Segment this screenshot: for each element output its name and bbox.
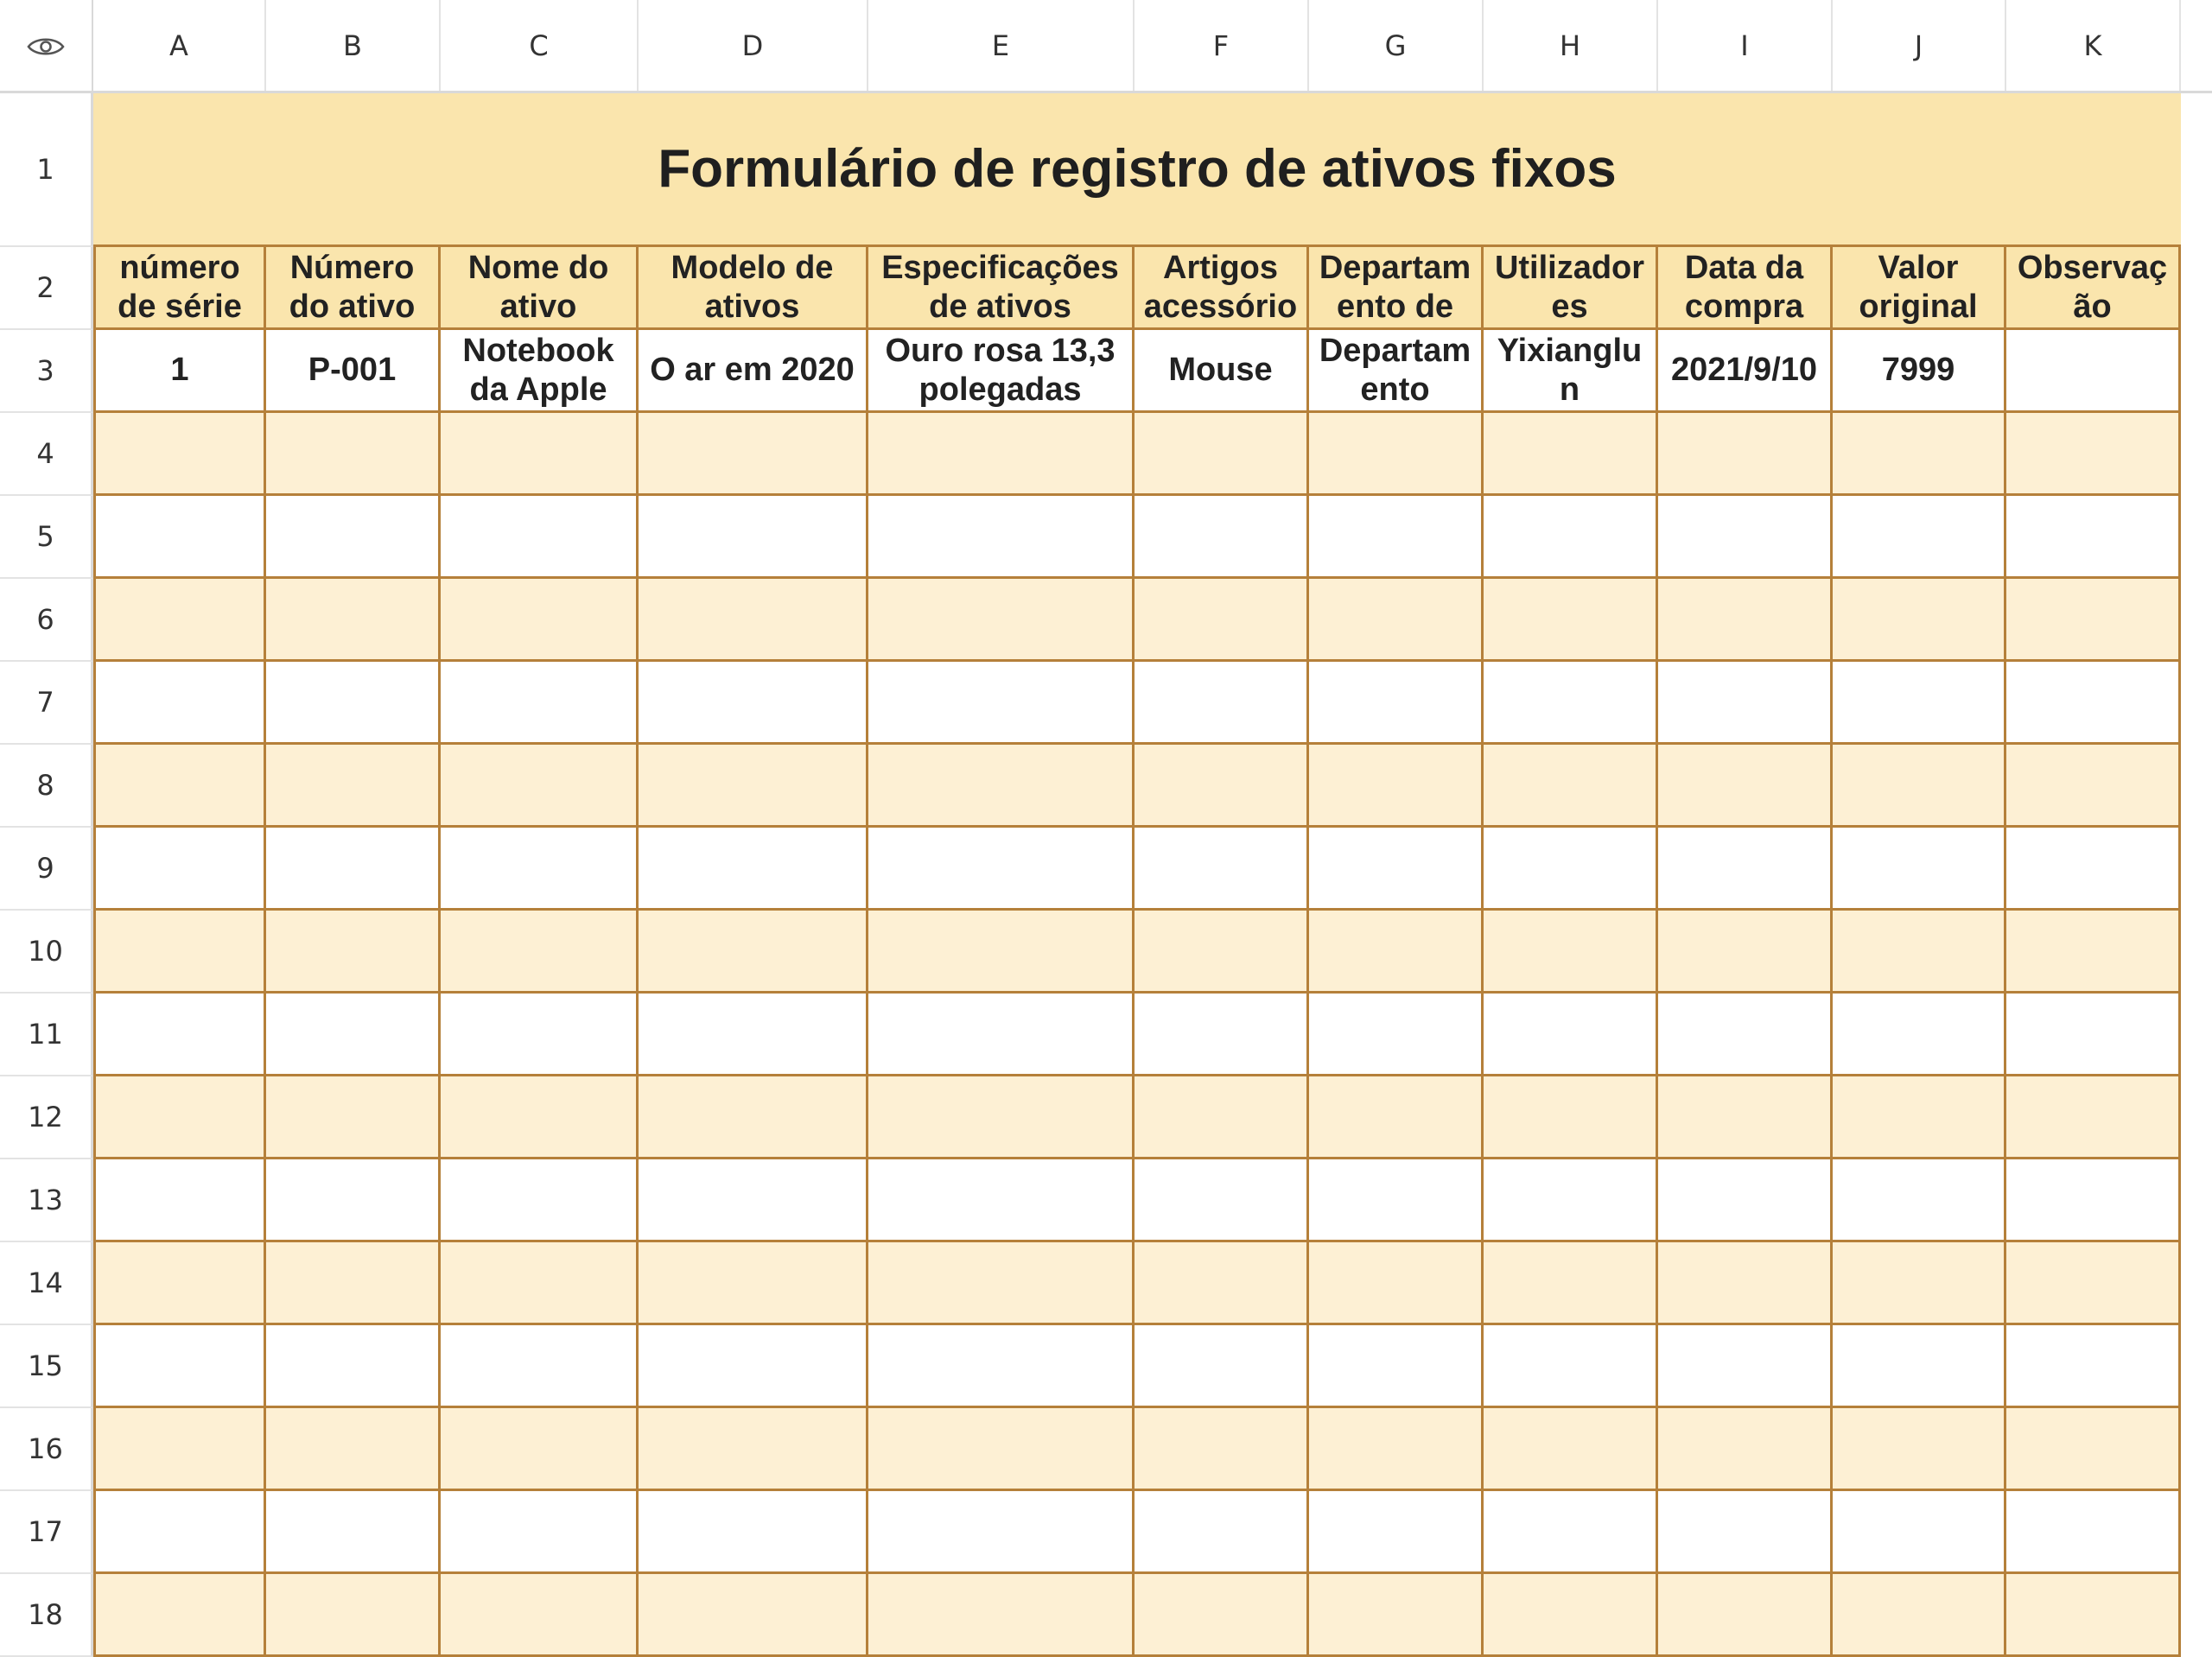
- cell-g14[interactable]: [1309, 1242, 1484, 1325]
- cell-j3[interactable]: 7999: [1833, 330, 2006, 413]
- header-cell-j[interactable]: Valor original: [1833, 247, 2006, 330]
- table-header-row: [93, 247, 2181, 330]
- cell-h6[interactable]: [1484, 579, 1658, 662]
- cell-c7[interactable]: [441, 662, 639, 745]
- cell-h14[interactable]: [1484, 1242, 1658, 1325]
- cell-c3[interactable]: Notebook da Apple: [441, 330, 639, 413]
- cell-e10[interactable]: [868, 911, 1135, 994]
- cell-i18[interactable]: [1658, 1574, 1833, 1657]
- cell-e12[interactable]: [868, 1076, 1135, 1159]
- cell-k8[interactable]: [2006, 745, 2181, 828]
- table-row: [93, 496, 2181, 579]
- table-row: [93, 1159, 2181, 1242]
- cell-a4[interactable]: [93, 413, 266, 496]
- table-row: [93, 579, 2181, 662]
- table-row: [93, 1242, 2181, 1325]
- cell-e5[interactable]: [868, 496, 1135, 579]
- cell-b10[interactable]: [266, 911, 441, 994]
- cell-i10[interactable]: [1658, 911, 1833, 994]
- cell-a13[interactable]: [93, 1159, 266, 1242]
- cell-h12[interactable]: [1484, 1076, 1658, 1159]
- row-header-11[interactable]: 11: [0, 994, 93, 1076]
- cell-i4[interactable]: [1658, 413, 1833, 496]
- cell-c8[interactable]: [441, 745, 639, 828]
- cell-h3[interactable]: Yixianglu n: [1484, 330, 1658, 413]
- cell-g17[interactable]: [1309, 1491, 1484, 1574]
- cell-b15[interactable]: [266, 1325, 441, 1408]
- cell-i3[interactable]: 2021/9/10: [1658, 330, 1833, 413]
- cell-e7[interactable]: [868, 662, 1135, 745]
- table-row: [93, 413, 2181, 496]
- cell-a12[interactable]: [93, 1076, 266, 1159]
- cell-b9[interactable]: [266, 828, 441, 911]
- cell-c4[interactable]: [441, 413, 639, 496]
- cell-g16[interactable]: [1309, 1408, 1484, 1491]
- cell-f10[interactable]: [1135, 911, 1309, 994]
- cell-d15[interactable]: [639, 1325, 868, 1408]
- cell-i11[interactable]: [1658, 994, 1833, 1076]
- header-cell-c[interactable]: Nome do ativo: [441, 247, 639, 330]
- cell-j14[interactable]: [1833, 1242, 2006, 1325]
- header-cell-i[interactable]: Data da compra: [1658, 247, 1833, 330]
- cell-f18[interactable]: [1135, 1574, 1309, 1657]
- row-header-13[interactable]: 13: [0, 1159, 93, 1242]
- cell-e6[interactable]: [868, 579, 1135, 662]
- cell-b5[interactable]: [266, 496, 441, 579]
- cell-e9[interactable]: [868, 828, 1135, 911]
- cell-d12[interactable]: [639, 1076, 868, 1159]
- cell-k11[interactable]: [2006, 994, 2181, 1076]
- cell-i17[interactable]: [1658, 1491, 1833, 1574]
- cell-a10[interactable]: [93, 911, 266, 994]
- cell-b18[interactable]: [266, 1574, 441, 1657]
- cell-c12[interactable]: [441, 1076, 639, 1159]
- column-header-i[interactable]: I: [1658, 0, 1833, 91]
- cell-c14[interactable]: [441, 1242, 639, 1325]
- table-row: [93, 330, 2181, 413]
- cell-c16[interactable]: [441, 1408, 639, 1491]
- cell-a9[interactable]: [93, 828, 266, 911]
- cell-j7[interactable]: [1833, 662, 2006, 745]
- cell-c9[interactable]: [441, 828, 639, 911]
- cell-j11[interactable]: [1833, 994, 2006, 1076]
- cell-d17[interactable]: [639, 1491, 868, 1574]
- cell-i6[interactable]: [1658, 579, 1833, 662]
- cell-k4[interactable]: [2006, 413, 2181, 496]
- cell-d5[interactable]: [639, 496, 868, 579]
- cell-k13[interactable]: [2006, 1159, 2181, 1242]
- cell-h18[interactable]: [1484, 1574, 1658, 1657]
- cell-a3[interactable]: 1: [93, 330, 266, 413]
- row-header-4[interactable]: 4: [0, 413, 93, 496]
- row-header-8[interactable]: 8: [0, 745, 93, 828]
- cell-b11[interactable]: [266, 994, 441, 1076]
- row-header-10[interactable]: 10: [0, 911, 93, 994]
- table-row: [93, 1491, 2181, 1574]
- cell-j6[interactable]: [1833, 579, 2006, 662]
- header-cell-k[interactable]: Observaç ão: [2006, 247, 2181, 330]
- cell-g12[interactable]: [1309, 1076, 1484, 1159]
- cell-e13[interactable]: [868, 1159, 1135, 1242]
- cell-f13[interactable]: [1135, 1159, 1309, 1242]
- cell-k15[interactable]: [2006, 1325, 2181, 1408]
- cell-f4[interactable]: [1135, 413, 1309, 496]
- cell-k7[interactable]: [2006, 662, 2181, 745]
- cell-h16[interactable]: [1484, 1408, 1658, 1491]
- cell-j9[interactable]: [1833, 828, 2006, 911]
- column-header-a[interactable]: A: [93, 0, 266, 91]
- row-header-17[interactable]: 17: [0, 1491, 93, 1574]
- column-header-b[interactable]: B: [266, 0, 441, 91]
- cell-j15[interactable]: [1833, 1325, 2006, 1408]
- cell-a11[interactable]: [93, 994, 266, 1076]
- cell-k18[interactable]: [2006, 1574, 2181, 1657]
- cell-g15[interactable]: [1309, 1325, 1484, 1408]
- cell-b12[interactable]: [266, 1076, 441, 1159]
- cell-c18[interactable]: [441, 1574, 639, 1657]
- cell-f15[interactable]: [1135, 1325, 1309, 1408]
- cell-i8[interactable]: [1658, 745, 1833, 828]
- cell-d3[interactable]: O ar em 2020: [639, 330, 868, 413]
- cell-g9[interactable]: [1309, 828, 1484, 911]
- header-cell-a[interactable]: número de série: [93, 247, 266, 330]
- cell-g3[interactable]: Departam ento: [1309, 330, 1484, 413]
- cell-e8[interactable]: [868, 745, 1135, 828]
- row-header-15[interactable]: 15: [0, 1325, 93, 1408]
- cell-a7[interactable]: [93, 662, 266, 745]
- column-header-h[interactable]: H: [1484, 0, 1658, 91]
- cell-h5[interactable]: [1484, 496, 1658, 579]
- cell-d16[interactable]: [639, 1408, 868, 1491]
- cell-d4[interactable]: [639, 413, 868, 496]
- cell-b16[interactable]: [266, 1408, 441, 1491]
- table-row: [93, 911, 2181, 994]
- cell-i12[interactable]: [1658, 1076, 1833, 1159]
- cell-e3[interactable]: Ouro rosa 13,3 polegadas: [868, 330, 1135, 413]
- cell-d11[interactable]: [639, 994, 868, 1076]
- cell-i15[interactable]: [1658, 1325, 1833, 1408]
- cell-c17[interactable]: [441, 1491, 639, 1574]
- cell-j5[interactable]: [1833, 496, 2006, 579]
- table-row: [93, 828, 2181, 911]
- row-header-3[interactable]: 3: [0, 330, 93, 413]
- row-header-1[interactable]: 1: [0, 93, 93, 247]
- cell-b6[interactable]: [266, 579, 441, 662]
- cell-j12[interactable]: [1833, 1076, 2006, 1159]
- table-row: [93, 994, 2181, 1076]
- cell-g10[interactable]: [1309, 911, 1484, 994]
- cell-h7[interactable]: [1484, 662, 1658, 745]
- cell-e17[interactable]: [868, 1491, 1135, 1574]
- column-header-k[interactable]: K: [2006, 0, 2181, 91]
- cell-b17[interactable]: [266, 1491, 441, 1574]
- header-cell-h[interactable]: Utilizador es: [1484, 247, 1658, 330]
- cell-e11[interactable]: [868, 994, 1135, 1076]
- column-header-c[interactable]: C: [441, 0, 639, 91]
- cell-b4[interactable]: [266, 413, 441, 496]
- cell-j8[interactable]: [1833, 745, 2006, 828]
- header-cell-e[interactable]: Especificações de ativos: [868, 247, 1135, 330]
- cell-i7[interactable]: [1658, 662, 1833, 745]
- cell-f14[interactable]: [1135, 1242, 1309, 1325]
- table-row: [93, 1076, 2181, 1159]
- row-header-9[interactable]: 9: [0, 828, 93, 911]
- visibility-toggle[interactable]: [0, 0, 93, 93]
- cell-b8[interactable]: [266, 745, 441, 828]
- table-row: [93, 1574, 2181, 1657]
- cell-d6[interactable]: [639, 579, 868, 662]
- cell-e15[interactable]: [868, 1325, 1135, 1408]
- row-header-column: [0, 93, 93, 1657]
- cell-e14[interactable]: [868, 1242, 1135, 1325]
- row-header-2[interactable]: 2: [0, 247, 93, 330]
- cell-i9[interactable]: [1658, 828, 1833, 911]
- column-header-e[interactable]: E: [868, 0, 1135, 91]
- cell-a6[interactable]: [93, 579, 266, 662]
- cell-c13[interactable]: [441, 1159, 639, 1242]
- cell-c15[interactable]: [441, 1325, 639, 1408]
- cell-b3[interactable]: P-001: [266, 330, 441, 413]
- cell-i14[interactable]: [1658, 1242, 1833, 1325]
- cell-f12[interactable]: [1135, 1076, 1309, 1159]
- cell-k9[interactable]: [2006, 828, 2181, 911]
- cell-d10[interactable]: [639, 911, 868, 994]
- cell-k16[interactable]: [2006, 1408, 2181, 1491]
- cell-f11[interactable]: [1135, 994, 1309, 1076]
- row-header-5[interactable]: 5: [0, 496, 93, 579]
- cell-h15[interactable]: [1484, 1325, 1658, 1408]
- cell-a15[interactable]: [93, 1325, 266, 1408]
- cell-a14[interactable]: [93, 1242, 266, 1325]
- cell-k3[interactable]: [2006, 330, 2181, 413]
- cell-g5[interactable]: [1309, 496, 1484, 579]
- cell-g13[interactable]: [1309, 1159, 1484, 1242]
- cell-d18[interactable]: [639, 1574, 868, 1657]
- cell-k6[interactable]: [2006, 579, 2181, 662]
- spreadsheet-grid: [93, 93, 2181, 1657]
- column-header-d[interactable]: D: [639, 0, 868, 91]
- cell-d8[interactable]: [639, 745, 868, 828]
- cell-k14[interactable]: [2006, 1242, 2181, 1325]
- cell-a5[interactable]: [93, 496, 266, 579]
- cell-a16[interactable]: [93, 1408, 266, 1491]
- cell-h10[interactable]: [1484, 911, 1658, 994]
- cell-i16[interactable]: [1658, 1408, 1833, 1491]
- cell-g18[interactable]: [1309, 1574, 1484, 1657]
- header-cell-b[interactable]: Número do ativo: [266, 247, 441, 330]
- cell-g11[interactable]: [1309, 994, 1484, 1076]
- cell-h8[interactable]: [1484, 745, 1658, 828]
- cell-j18[interactable]: [1833, 1574, 2006, 1657]
- cell-j16[interactable]: [1833, 1408, 2006, 1491]
- header-cell-f[interactable]: Artigos acessório: [1135, 247, 1309, 330]
- cell-b13[interactable]: [266, 1159, 441, 1242]
- cell-g4[interactable]: [1309, 413, 1484, 496]
- table-row: [93, 1408, 2181, 1491]
- row-header-7[interactable]: 7: [0, 662, 93, 745]
- cell-b7[interactable]: [266, 662, 441, 745]
- cell-h4[interactable]: [1484, 413, 1658, 496]
- row-header-12[interactable]: 12: [0, 1076, 93, 1159]
- cell-j10[interactable]: [1833, 911, 2006, 994]
- cell-k10[interactable]: [2006, 911, 2181, 994]
- table-row: [93, 745, 2181, 828]
- cell-d14[interactable]: [639, 1242, 868, 1325]
- cell-f7[interactable]: [1135, 662, 1309, 745]
- cell-a18[interactable]: [93, 1574, 266, 1657]
- cell-e16[interactable]: [868, 1408, 1135, 1491]
- cell-b14[interactable]: [266, 1242, 441, 1325]
- cell-d13[interactable]: [639, 1159, 868, 1242]
- row-header-16[interactable]: 16: [0, 1408, 93, 1491]
- cell-e4[interactable]: [868, 413, 1135, 496]
- column-header-bar: [0, 0, 2212, 93]
- cell-a8[interactable]: [93, 745, 266, 828]
- row-header-14[interactable]: 14: [0, 1242, 93, 1325]
- cell-f8[interactable]: [1135, 745, 1309, 828]
- cell-d9[interactable]: [639, 828, 868, 911]
- cell-j17[interactable]: [1833, 1491, 2006, 1574]
- cell-a17[interactable]: [93, 1491, 266, 1574]
- cell-f6[interactable]: [1135, 579, 1309, 662]
- cell-k12[interactable]: [2006, 1076, 2181, 1159]
- cell-i5[interactable]: [1658, 496, 1833, 579]
- cell-h13[interactable]: [1484, 1159, 1658, 1242]
- cell-c6[interactable]: [441, 579, 639, 662]
- cell-c11[interactable]: [441, 994, 639, 1076]
- cell-f5[interactable]: [1135, 496, 1309, 579]
- column-header-f[interactable]: F: [1135, 0, 1309, 91]
- cell-h17[interactable]: [1484, 1491, 1658, 1574]
- cell-d7[interactable]: [639, 662, 868, 745]
- cell-j13[interactable]: [1833, 1159, 2006, 1242]
- header-cell-g[interactable]: Departam ento de: [1309, 247, 1484, 330]
- cell-g6[interactable]: [1309, 579, 1484, 662]
- cell-k5[interactable]: [2006, 496, 2181, 579]
- cell-h9[interactable]: [1484, 828, 1658, 911]
- table-row: [93, 662, 2181, 745]
- header-cell-d[interactable]: Modelo de ativos: [639, 247, 868, 330]
- cell-j4[interactable]: [1833, 413, 2006, 496]
- cell-k17[interactable]: [2006, 1491, 2181, 1574]
- cell-c5[interactable]: [441, 496, 639, 579]
- cell-f9[interactable]: [1135, 828, 1309, 911]
- cell-f17[interactable]: [1135, 1491, 1309, 1574]
- column-header-g[interactable]: G: [1309, 0, 1484, 91]
- column-header-j[interactable]: J: [1833, 0, 2006, 91]
- cell-c10[interactable]: [441, 911, 639, 994]
- cell-h11[interactable]: [1484, 994, 1658, 1076]
- sheet-title[interactable]: Formulário de registro de ativos fixos: [93, 93, 2181, 247]
- cell-g7[interactable]: [1309, 662, 1484, 745]
- row-header-18[interactable]: 18: [0, 1574, 93, 1657]
- cell-i13[interactable]: [1658, 1159, 1833, 1242]
- eye-icon: [27, 35, 65, 59]
- cell-g8[interactable]: [1309, 745, 1484, 828]
- row-header-6[interactable]: 6: [0, 579, 93, 662]
- cell-f16[interactable]: [1135, 1408, 1309, 1491]
- cell-e18[interactable]: [868, 1574, 1135, 1657]
- table-row: [93, 1325, 2181, 1408]
- cell-f3[interactable]: Mouse: [1135, 330, 1309, 413]
